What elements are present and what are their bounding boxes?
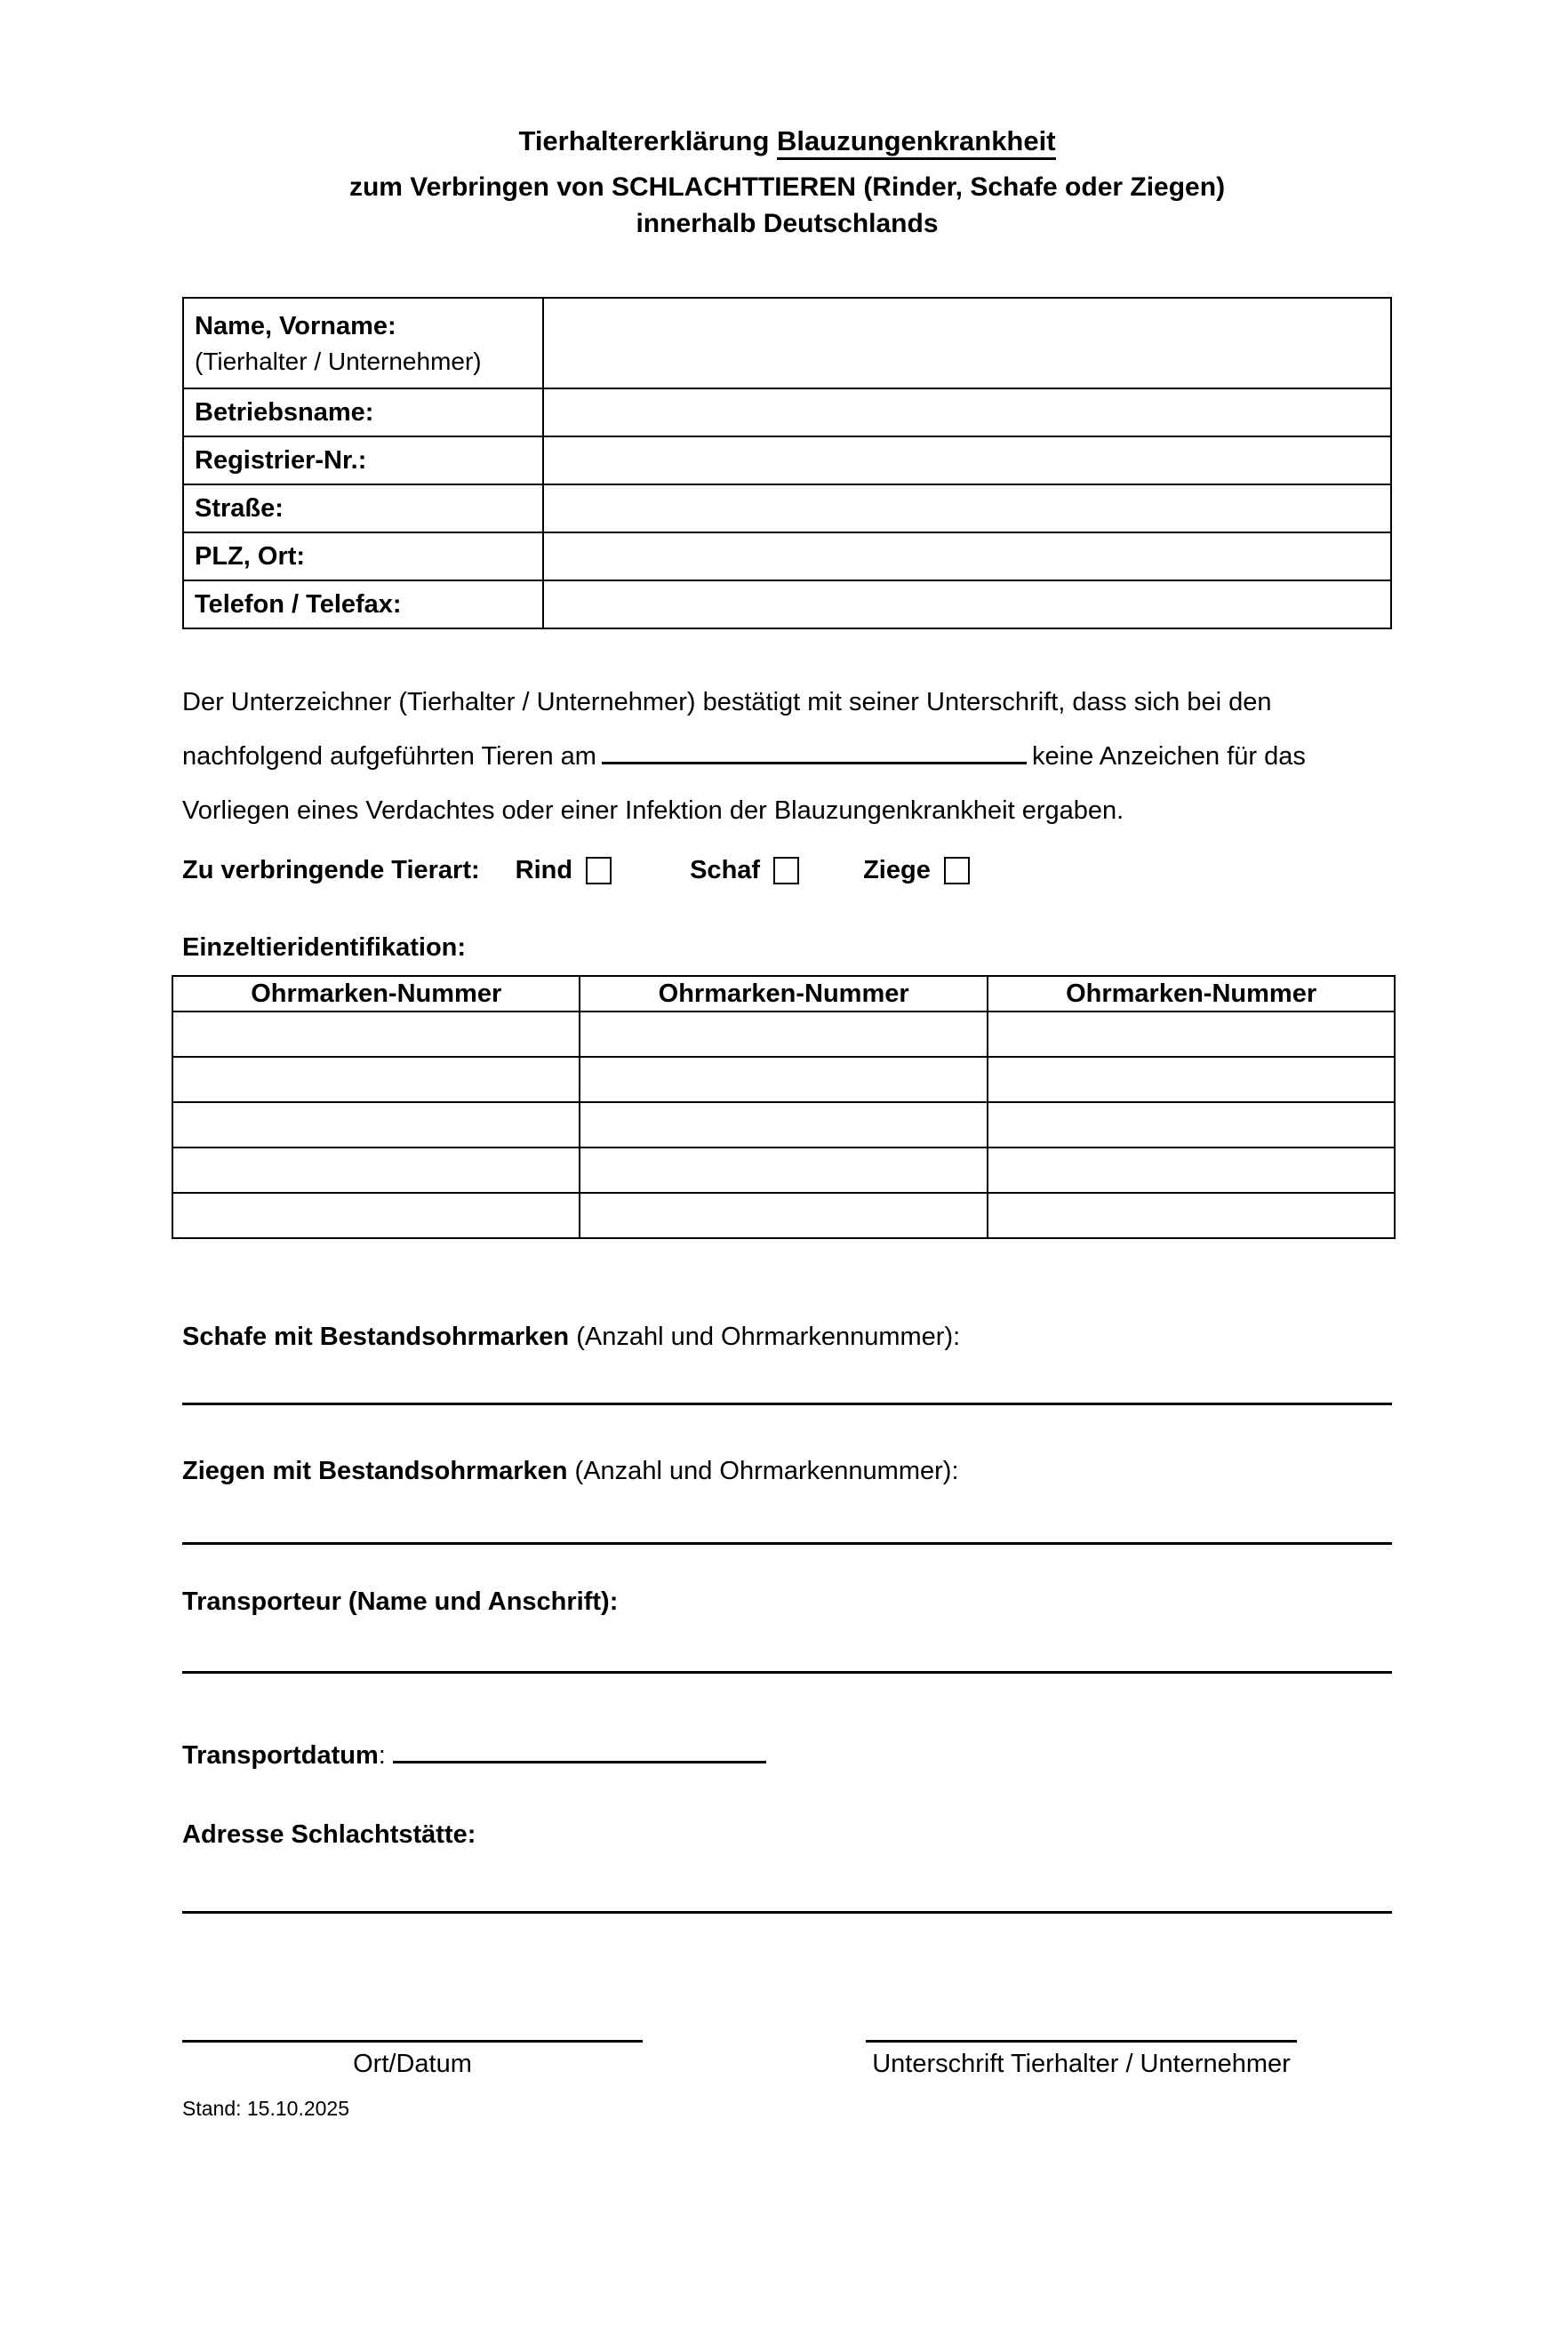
species-selection-row: [182, 856, 1392, 885]
eartag-column-header: Ohrmarken-Nummer: [988, 976, 1395, 1012]
page-title: [182, 124, 1392, 158]
page-subtitle-line2: zum Verbringen von SCHLACHTTIEREN (Rinder, Schafe oder Ziegen): [348, 172, 1226, 202]
ziege-checkbox[interactable]: [944, 857, 970, 884]
holder-label-telefon-telefax: Telefon / Telefax:: [183, 580, 543, 628]
eartag-number-cell[interactable]: [580, 1148, 987, 1193]
page-title-underlined: Blauzungenkrankheit: [777, 125, 1056, 160]
holder-signature-line[interactable]: [866, 2040, 1297, 2043]
eartag-number-cell[interactable]: [172, 1148, 580, 1193]
eartag-number-cell[interactable]: [988, 1148, 1395, 1193]
holder-table: [182, 297, 1392, 629]
signature-row: [182, 2040, 1392, 2079]
transport-date-blank[interactable]: [393, 1738, 766, 1763]
species-option-rind: [516, 856, 612, 885]
place-date-signature-line[interactable]: [182, 2040, 643, 2043]
eartag-number-cell[interactable]: [172, 1193, 580, 1238]
eartag-row: [172, 1193, 1395, 1238]
holder-value-betriebsname[interactable]: [543, 388, 1391, 436]
eartag-number-cell[interactable]: [172, 1102, 580, 1148]
species-option-schaf-label: Schaf: [690, 856, 761, 884]
holder-label-strasse: Straße:: [183, 484, 543, 532]
schaf-checkbox[interactable]: [773, 857, 799, 884]
table-row: [183, 580, 1391, 628]
eartag-number-cell[interactable]: [580, 1193, 987, 1238]
table-row: [183, 532, 1391, 580]
eartag-number-cell[interactable]: [988, 1193, 1395, 1238]
table-row: [183, 298, 1391, 388]
eartag-row: [172, 1057, 1395, 1102]
sheep-section-label: Schafe mit Bestandsohrmarken (Anzahl und Ohrmarkennummer):: [182, 1323, 961, 1351]
eartag-number-cell[interactable]: [580, 1102, 987, 1148]
sheep-fill-line[interactable]: [182, 1403, 1392, 1405]
page-subtitle-line3: innerhalb Deutschlands: [636, 209, 939, 238]
species-option-ziege-label: Ziege: [863, 856, 931, 884]
goat-fill-line[interactable]: [182, 1542, 1392, 1545]
table-row: [183, 388, 1391, 436]
transport-date-label: Transportdatum: [182, 1741, 379, 1770]
declaration-paragraph: [182, 676, 1392, 838]
eartag-header-row: [172, 976, 1395, 1012]
eartag-number-cell[interactable]: [172, 1057, 580, 1102]
holder-label-betriebsname: Betriebsname:: [183, 388, 543, 436]
transport-date-row: [182, 1738, 1392, 1771]
holder-label-plz-ort: PLZ, Ort:: [183, 532, 543, 580]
eartag-number-cell[interactable]: [580, 1012, 987, 1057]
species-label: Zu verbringende Tierart:: [182, 856, 480, 884]
holder-value-plz-ort[interactable]: [543, 532, 1391, 580]
holder-signature-caption: Unterschrift Tierhalter / Unternehmer: [872, 2050, 1291, 2078]
eartag-row: [172, 1012, 1395, 1057]
rind-checkbox[interactable]: [586, 857, 612, 884]
holder-label-registrier-nr: Registrier-Nr.:: [183, 436, 543, 484]
holder-label-name-vorname: Name, Vorname: (Tierhalter / Unternehmer): [183, 298, 543, 388]
slaughterhouse-fill-line[interactable]: [182, 1911, 1392, 1914]
eartag-number-cell[interactable]: [580, 1057, 987, 1102]
goat-section-label: Ziegen mit Bestandsohrmarken (Anzahl und Ohrmarkennummer):: [182, 1457, 959, 1485]
examination-date-blank[interactable]: [602, 739, 1027, 764]
table-row: [183, 484, 1391, 532]
eartag-number-cell[interactable]: [988, 1012, 1395, 1057]
eartag-number-cell[interactable]: [172, 1012, 580, 1057]
holder-value-name-vorname[interactable]: [543, 298, 1391, 388]
eartag-column-header: Ohrmarken-Nummer: [580, 976, 987, 1012]
eartag-row: [172, 1148, 1395, 1193]
species-option-ziege: [863, 856, 970, 885]
species-option-rind-label: Rind: [515, 856, 573, 884]
slaughterhouse-label: Adresse Schlachtstätte:: [182, 1820, 476, 1849]
version-date-text: Stand: 15.10.2025: [182, 2097, 349, 2120]
title-block: [182, 124, 1392, 242]
page-title-prefix: Tierhaltererklärung: [518, 125, 778, 156]
signature-block-place-date: [182, 2040, 643, 2079]
species-option-schaf: [690, 856, 799, 885]
eartag-number-cell[interactable]: [988, 1057, 1395, 1102]
transport-date-colon: :: [378, 1741, 386, 1770]
holder-value-telefon-telefax[interactable]: [543, 580, 1391, 628]
page-subtitle: [182, 169, 1392, 242]
eartag-number-cell[interactable]: [988, 1102, 1395, 1148]
holder-value-strasse[interactable]: [543, 484, 1391, 532]
signature-block-holder: [866, 2040, 1297, 2079]
transporter-label: Transporteur (Name und Anschrift):: [182, 1587, 619, 1616]
table-row: [183, 436, 1391, 484]
eartag-table: [172, 975, 1396, 1239]
holder-value-registrier-nr[interactable]: [543, 436, 1391, 484]
identification-heading: Einzeltieridentifikation:: [182, 933, 467, 962]
eartag-row: [172, 1102, 1395, 1148]
declaration-text-before: Der Unterzeichner (Tierhalter / Unternehmer) bestätigt mit seiner Unterschrift, dass sich bei den nachfolgend aufgeführten Tieren am: [182, 688, 1272, 771]
transporter-fill-line[interactable]: [182, 1671, 1392, 1674]
place-date-caption: Ort/Datum: [353, 2050, 472, 2078]
declaration-text-after: keine Anzeichen für das Vorliegen eines Verdachtes oder einer Infektion der Blauzungenkrankheit ergaben.: [182, 742, 1306, 825]
eartag-column-header: Ohrmarken-Nummer: [172, 976, 580, 1012]
form-page: [0, 124, 1568, 2121]
